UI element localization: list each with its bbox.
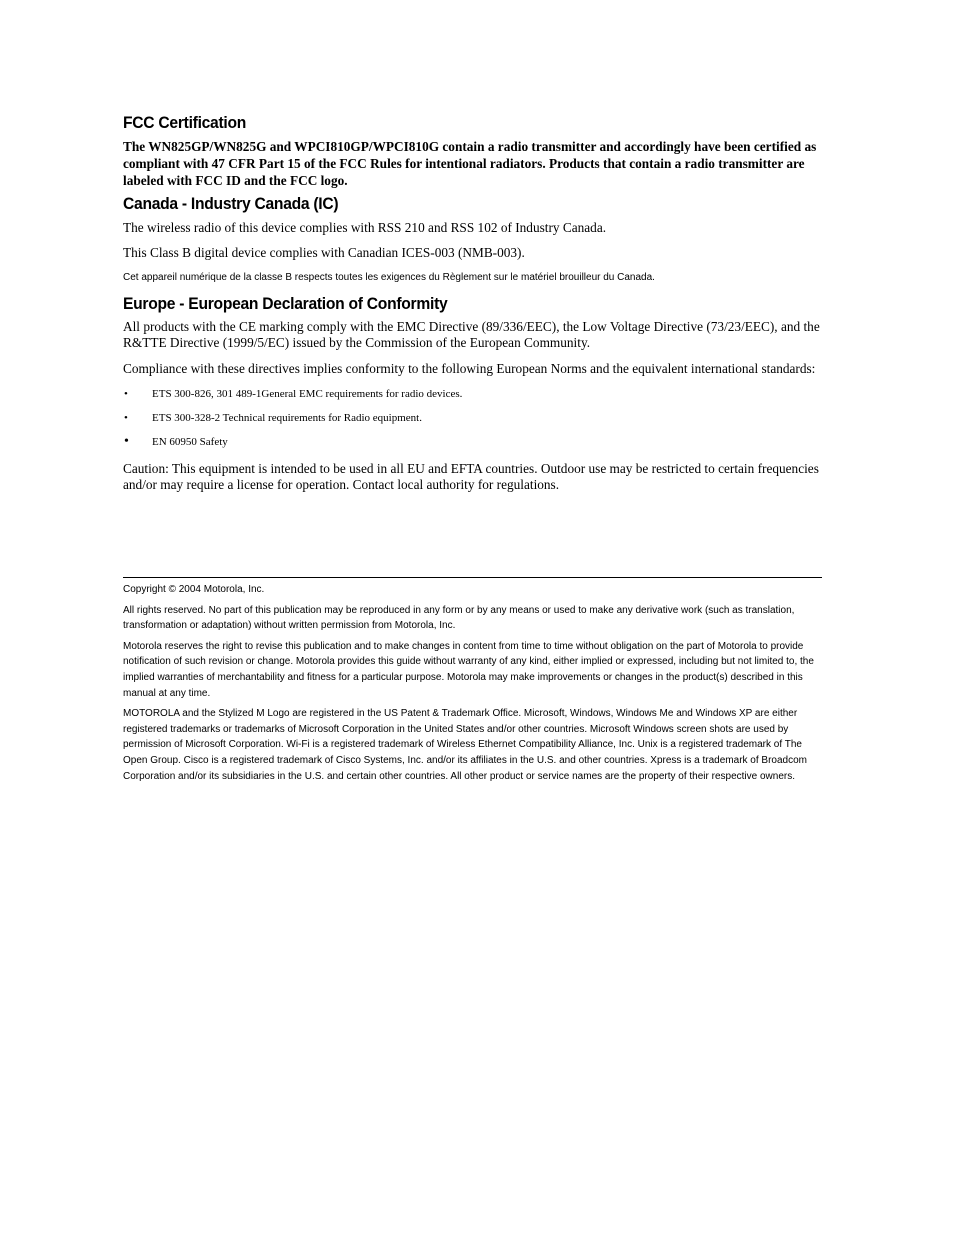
- canada-ices-text: This Class B digital device complies with Canadian ICES-003 (NMB-003).: [123, 245, 525, 260]
- copyright-text: Copyright © 2004 Motorola, Inc.: [123, 584, 265, 595]
- standards-list: [123, 387, 823, 449]
- bullet-icon: •: [124, 412, 128, 424]
- fcc-heading: FCC Certification: [123, 113, 247, 132]
- europe-caution-text: Caution: This equipment is intended to be used in all EU and EFTA countries. Outdoor use may be restricted to certain frequencies and/or may require a license for operation. Contact local authority for regulations.: [123, 461, 819, 492]
- regulatory-section: [123, 112, 823, 493]
- list-item: • ETS 300-328-2 Technical requirements for Radio equipment.: [124, 412, 422, 424]
- europe-compliance-text: Compliance with these directives implies conformity to the following European Norms and the equivalent international standards:: [123, 361, 816, 376]
- trademarks-text: MOTOROLA and the Stylized M Logo are registered in the US Patent & Trademark Office. Microsoft, Windows, Windows Me and Windows XP are either registered trademarks or trademarks of Microsoft Corporation in the United States and/or other countries. Microsoft Windows screen shots are used by permission of Microsoft Corporation. Wi-Fi is a registered trademark of Wireless Ethernet Compatibility Alliance, Inc. Unix is a registered trademark of The Open Group. Cisco is a registered trademark of Cisco Systems, Inc. and/or its affiliates in the U.S. and other countries. Xpress is a trademark of Broadcom Corporation and/or its subsidiaries in the U.S. and certain other countries. All other product or service names are the property of their respective owners.: [123, 708, 808, 782]
- canada-rss-text: The wireless radio of this device complies with RSS 210 and RSS 102 of Industry Canada.: [123, 220, 607, 235]
- legal-notice: [123, 577, 822, 784]
- bullet-icon: •: [124, 388, 128, 400]
- europe-heading: Europe - European Declaration of Conformity: [123, 294, 448, 313]
- list-item: • ETS 300-826, 301 489-1General EMC requirements for radio devices.: [124, 388, 463, 400]
- canada-french-text: Cet appareil numérique de la classe B respects toutes les exigences du Règlement sur le matériel brouilleur du Canada.: [123, 272, 655, 283]
- revision-text: Motorola reserves the right to revise this publication and to make changes in content from time to time without obligation on the part of Motorola to provide notification of such revision or change. Motorola provides this guide without warranty of any kind, either implied or expressed, including but not limited to, the implied warranties of merchantability and fitness for a particular purpose. Motorola may make improvements or changes in the product(s) described in this manual at any time.: [123, 640, 814, 699]
- list-item: • EN 60950 Safety: [124, 434, 228, 449]
- bullet-icon: •: [124, 434, 129, 449]
- fcc-text: The WN825GP/WN825G and WPCI810GP/WPCI810G contain a radio transmitter and accordingly have been certified as compliant with 47 CFR Part 15 of the FCC Rules for intentional radiators. Products that contain a radio transmitter are labeled with FCC ID and the FCC logo.: [123, 139, 817, 188]
- canada-heading: Canada - Industry Canada (IC): [123, 194, 339, 213]
- rights-text: All rights reserved. No part of this publication may be reproduced in any form or by any means or used to make any derivative work (such as translation, transformation or adaptation) without written permission from Motorola, Inc.: [123, 604, 795, 632]
- europe-ce-text: All products with the CE marking comply with the EMC Directive (89/336/EEC), the Low Voltage Directive (73/23/EEC), and the R&TTE Directive (1999/5/EC) issued by the Commission of the European Community.: [123, 319, 820, 350]
